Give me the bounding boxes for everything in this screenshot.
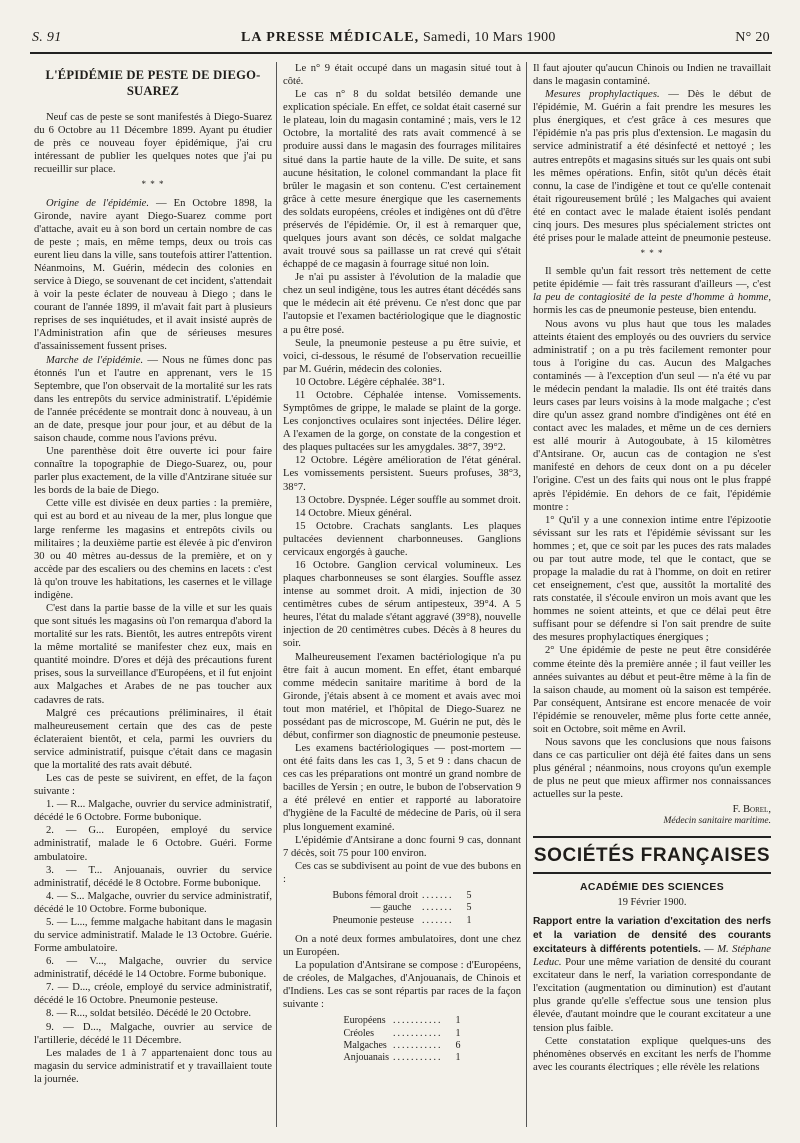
report-title: Rapport entre la variation d'excitation des nerfs et la variation de densité des courants excitateurs à différents potentiels.: [533, 916, 771, 955]
list-item: 4. — S... Malgache, ouvrier du service administratif, décédé le 10 Octobre. Forme bubonique.: [34, 890, 272, 915]
dot-leader: ...........: [393, 1040, 443, 1052]
paragraph: [34, 354, 272, 446]
paragraph: Cette ville est divisée en deux parties : la première, qui est au bord et au niveau de la mer, plus longue que large renferme les magasins et entrepôts civils ou militaires ; la deuxième partie est élevée à pic d'environ 30 ou 40 mètres au-dessus de la première, et on y accède par des escaliers ou des chemins en lacets : c'est là qu'on trouve les habitations, les casernes et le village indigène.: [34, 498, 272, 601]
paragraph: Ces cas se subdivisent au point de vue des bubons en :: [283, 860, 521, 885]
academy-heading: ACADÉMIE DES SCIENCES: [579, 881, 725, 893]
observation-day: 16 Octobre. Ganglion cervical volumineux. Les plaques charbonneuses se sont élargies. Souffle assez intense au sommet droit. A midi, injection de 30 centimètres cubes de sérum antipesteux, 39°4. A 5 heures, l'état du malade s'étant aggravé (39°8), nouvelle injection de 20 centimètres cubes. Décès à 8 heures du soir.: [283, 559, 521, 650]
paragraph: Les examens bactériologiques — post-mortem — ont été faits dans les cas 1, 3, 5 et 9 : dans chacun de ces cas les préparations ont montré un grand nombre de bacilles de Yersin ; en outre, le bubon de l'observation 9 a été prélevé en entier et rapporté au laboratoire d'hygiène de la Faculté de médecine de Paris, où il sera plus longuement examiné.: [283, 743, 521, 833]
section-lead: Origine de l'épidémie.: [46, 197, 150, 209]
section-stars: * * *: [141, 179, 165, 190]
paragraph: L'épidémie d'Antsirane a donc fourni 9 cas, donnant 7 décès, soit 75 pour 100 environ.: [283, 834, 521, 859]
paragraph: [533, 88, 771, 245]
observation-day: 10 Octobre. Légère céphalée. 38°1.: [295, 376, 445, 388]
journal-masthead: [241, 30, 556, 46]
observation-day: 15 Octobre. Crachats sanglants. Les plaques pultacées deviennent charbonneuses. Ganglions cervicaux engorgés à gauche.: [283, 520, 521, 558]
race-table: [341, 1015, 462, 1064]
list-item: 9. — D..., Malgache, ouvrier au service de l'artillerie, décédé le 11 Décembre.: [34, 1021, 272, 1046]
table-cell: Bubons fémoral droit: [332, 889, 419, 901]
case-list: [34, 798, 272, 1046]
table-row: [341, 1015, 462, 1027]
journal-title: LA PRESSE MÉDICALE,: [241, 30, 420, 45]
table-cell: 5: [466, 902, 472, 914]
report-paragraph: [533, 915, 771, 1034]
table-row: [341, 1028, 462, 1040]
emphasis: la peu de contagiosité de la peste d'homme à homme: [533, 292, 769, 304]
table-cell: Pneumonie pesteuse: [332, 914, 414, 926]
paragraph: Les malades de 1 à 7 appartenaient donc tous au magasin du service administratif et y travaillaient toute la journée.: [34, 1047, 272, 1085]
column-1: [34, 62, 272, 1132]
paragraph: Malgré ces précautions préliminaires, il était malheureusement certain que des cas de peste éclateraient bientôt, et cela, parmi les ouvriers du service administratif, puisque c'était dans ce magasin que la mortalité des rats avait débuté.: [34, 707, 272, 771]
list-item: 5. — L..., femme malgache habitant dans le magasin du service administratif. Malade le 13 Octobre. Guérie. Forme ambulatoire.: [34, 916, 272, 955]
paragraph: 1° Qu'il y a une connexion intime entre l'épizootie sévissant sur les rats et l'épidémie sévissant sur les hommes ; et, que ce soit par les puces des rats malades ou par tout autre mode, tel que le contact, que se propage la maladie du rat à l'homme, on doit en retirer cet enseignement, c'est que, aussitôt la mortalité des rats constatée, il s'écoule environ un mois avant que les hommes ne soient atteints, et que ce délai peut être suffisant pour se défendre si l'on sait prendre de suite des mesures prophylactiques énergiques ;: [533, 514, 771, 644]
paragraph: C'est dans la partie basse de la ville et sur les quais que sont situés les magasins où l'on remarqua d'abord la mortalité sur les rats. Bientôt, les autres entrepôts virent la même mortalité se manifester chez eux, mais en quantité moindre. D'ores et déjà des précautions furent prises, sous la surveillance d'Européens, et il fut enjoint aux Malgaches et Arabes de ne pas toucher aux cadavres de rats.: [34, 603, 272, 706]
list-item: 7. — D..., créole, employé du service administratif, décédé le 16 Octobre. Pneumonie pesteuse.: [34, 982, 272, 1007]
report-author: — M. Stéphane Leduc.: [533, 943, 771, 969]
table-row: [341, 1040, 462, 1052]
dot-leader: ...........: [393, 1052, 443, 1064]
paragraph: On a noté deux formes ambulatoires, dont une chez un Européen.: [283, 933, 521, 959]
table-cell: 1: [466, 914, 472, 926]
paragraph: La population d'Antsirane se compose : d'Européens, de créoles, de Malgaches, d'Anjouanais, de Chinois et d'Indiens. Les cas se sont répartis par races de la façon suivante :: [283, 960, 521, 1011]
table-cell: — gauche: [370, 902, 412, 914]
column-2: [283, 62, 521, 1112]
dot-leader: .......: [422, 914, 454, 926]
paragraph: Je n'ai pu assister à l'évolution de la maladie que chez un seul indigène, tous les autres étant décédés sans que le médecin ait été prévenu. Ce n'est donc que par l'autopsie et l'examen bactériologique que le diagnostic a pu être posé.: [283, 272, 521, 336]
table-cell: 1: [455, 1052, 461, 1064]
list-item: 3. — T... Anjouanais, ouvrier du service administratif, décédé le 8 Octobre. Forme bubonique.: [34, 864, 272, 889]
section-stars: * * *: [640, 248, 664, 259]
bubo-table: [330, 890, 473, 927]
dot-leader: ...........: [393, 1027, 443, 1039]
section-heading-societies: SOCIÉTÉS FRANÇAISES: [533, 836, 771, 873]
table-row: [330, 890, 473, 902]
table-row: [330, 902, 473, 914]
paragraph: Il faut ajouter qu'aucun Chinois ou Indien ne travaillait dans le magasin contaminé.: [533, 63, 771, 88]
dot-leader: .......: [422, 902, 454, 914]
paragraph-text: — Nous ne fûmes donc pas étonnés l'un et l'autre en apprenant, vers le 15 Septembre, que l'on observait de la mortalité sur les rats dans les entrepôts du service administratif. L'épidémie de l'année précédente se montrait donc à nouveau, à un an de date, presque jour pour jour, et au début de la saison chaude, comme nous l'avions prévu.: [34, 354, 272, 444]
observation-day: 12 Octobre. Légère amélioration de l'état général. Les vomissements persistent. Sueurs profuses, 38°3, 38°7.: [283, 455, 521, 493]
column-3: [533, 62, 771, 1132]
table-cell: 6: [455, 1040, 461, 1052]
paragraph: Cette constatation explique quelques-uns des phénomènes observés en excitant les nerfs de l'homme avec les courants électriques ; elle révèle les relations: [533, 1035, 771, 1073]
table-cell: Européens: [343, 1015, 386, 1027]
issue-number: N° 20: [735, 30, 770, 45]
paragraph-text: Pour une même variation de densité du courant excitateur dans le nerf, la variation correspondante de l'excitation (augmentation ou diminution) est d'autant plus grande qu'elle s'effectue sous une tension plus élevée, d'autant moindre que le courant excitateur a une tension plus faible.: [533, 957, 771, 1034]
column-separator: [276, 62, 277, 1127]
table-cell: 1: [455, 1015, 461, 1027]
paragraph-text: , hormis les cas de pneumonie pesteuse, bien entendu.: [533, 292, 771, 317]
list-item: 1. — R... Malgache, ouvrier du service administratif, décédé le 6 Octobre. Forme bubonique.: [34, 799, 272, 824]
dot-leader: .......: [422, 889, 454, 901]
table-cell: 1: [455, 1027, 461, 1039]
table-row: [341, 1052, 462, 1064]
page-number: S. 91: [32, 30, 62, 45]
table-cell: 5: [466, 889, 472, 901]
session-date: 19 Février 1900.: [617, 896, 687, 908]
paragraph: [533, 265, 771, 317]
paragraph: Seule, la pneumonie pesteuse a pu être suivie, et voici, ci-dessous, le résumé de l'observation recueillie par M. Guérin, médecin des colonies.: [283, 337, 521, 375]
page-header: [32, 30, 770, 52]
article-title: L'ÉPIDÉMIE DE PESTE DE DIEGO-SUAREZ: [45, 68, 261, 98]
paragraph: Une parenthèse doit être ouverte ici pour faire connaître la topographie de Diego-Suarez, ou, pour parler plus exactement, de la ville d'Antzirane située sur les bords de la baie de Diego.: [34, 446, 272, 497]
header-rule: [30, 52, 772, 54]
list-item: 2. — G... Européen, employé du service administratif, malade le 6 Octobre. Guéri. Forme ambulatoire.: [34, 825, 272, 863]
issue-date: Samedi, 10 Mars 1900: [422, 30, 556, 45]
table-row: [330, 915, 473, 927]
paragraph: [34, 197, 272, 354]
table-cell: Créoles: [343, 1027, 375, 1039]
list-item: 6. — V..., Malgache, ouvrier du service administratif, décédé le 14 Octobre. Forme bubonique.: [34, 956, 272, 981]
paragraph: Le n° 9 était occupé dans un magasin situé tout à côté.: [283, 63, 521, 88]
paragraph: Neuf cas de peste se sont manifestés à Diego-Suarez du 6 Octobre au 11 Décembre 1899. Ayant pu étudier de près ce nouveau foyer épidémique, j'ai cru intéressant de publier les quelques notes que j'ai pu recueillir sur place.: [34, 112, 272, 176]
paragraph: Les cas de peste se suivirent, en effet, de la façon suivante :: [34, 773, 272, 798]
paragraph-text: — En Octobre 1898, la Gironde, navire ayant Diego-Suarez comme port d'attache, avait eu à son bord un certain nombre de cas de peste ; mais, en même temps, deux ou trois cas eurent lieu dans la ville, sans toutefois attirer l'attention. Néanmoins, M. Guérin, médecin des colonies en service à Diego, se souvenant de cet incident, s'attendait à voir la peste éclater de nouveau à Diego ; dans le courant de l'année 1899, il m'avait fait part à plusieurs reprises de ses inquiétudes, et il avait insisté auprès de l'Administration afin que de sérieuses mesures d'assainissement fussent prises.: [34, 197, 272, 353]
dot-leader: ...........: [393, 1015, 443, 1027]
author-title: Médecin sanitaire maritime.: [663, 816, 771, 827]
paragraph-text: — Dès le début de l'épidémie, M. Guérin a fait prendre les mesures les plus énergiques, et c'est grâce à ces mesures que l'épidémie n'a pas pris plus d'extension. Le magasin du service administratif a été désinfecté et nettoyé ; les autres entrepôts et magasins situés sur les quais ont subi les mêmes opérations. Enfin, sitôt qu'un décès était connu, la case de l'indigène et tout ce qu'elle contenait était rigoureusement brûlé ; les Malgaches qui avaient été en contact avec le malade étaient isolés pendant cinq jours. Des mesures plus spécialement strictes ont été prises pour le malade atteint de pneumonie pesteuse.: [533, 89, 771, 245]
table-cell: Anjouanais: [343, 1052, 390, 1064]
column-separator: [526, 62, 527, 1127]
observation-day: 13 Octobre. Dyspnée. Léger souffle au sommet droit.: [295, 494, 521, 506]
observation-day: 11 Octobre. Céphalée intense. Vomissements. Symptômes de grippe, le malade se plaint de la gorge. Les conjonctives oculaires sont injectées. Délire léger. A l'examen de la gorge, on constate de la congestion et des plaques pultacées sur les amygdales. 38°7, 39°2.: [283, 389, 521, 454]
section-lead: Marche de l'épidémie.: [46, 354, 144, 366]
paragraph: Nous savons que les conclusions que nous faisons dans ce cas particulier ont déjà été faites dans un sens plus général ; néanmoins, nous croyons qu'un exemple de plus ne peut que mieux affirmer nos connaissances actuelles sur la peste.: [533, 737, 771, 801]
paragraph-text: Il semble qu'un fait ressort très nettement de cette petite épidémie — fait très rassurant d'ailleurs —, c'est: [533, 266, 771, 291]
paragraph: Le cas n° 8 du soldat betsiléo demande une explication spéciale. En effet, ce soldat était caserné sur le plateau, loin du magasin contaminé ; mais, vers le 12 Octobre, la mortalité des rats avait commencé à se produire aussi dans le magasin des fourrages militaires situé dans la partie haute de la ville. De suite, et sans aucune hésitation, le colonel commandant la place fit brûler le magasin et son contenu. C'est certainement grâce à cette mesure énergique que les casernements des soldats européens, créoles et indigènes ont dû d'être préservés de l'épidémie. Or, il est à remarquer que, quelques jours avant son décès, ce soldat malgache avait trouvé sous sa paillasse un rat crevé qui s'était échappé de ce magasin à fourrage situé non loin.: [283, 89, 521, 271]
list-item: 8. — R..., soldat betsiléo. Décédé le 20 Octobre.: [46, 1008, 252, 1020]
author-signature: F. Borel,: [732, 804, 771, 816]
observation-day: 14 Octobre. Mieux général.: [295, 507, 412, 519]
table-cell: Malgaches: [343, 1040, 387, 1052]
section-lead: Mesures prophylactiques.: [545, 89, 660, 101]
paragraph: 2° Une épidémie de peste ne peut être considérée comme éteinte dès la première année ; il faut veiller les années suivantes au début et peut-être même à la fin de la saison chaude, au moment où la saison est tempérée. Par conséquent, Antsirane est encore menacée de voir l'épidémie se renouveler, même plus forte cette année, soit en Octobre, soit même en Avril.: [533, 645, 771, 735]
paragraph: Nous avons vu plus haut que tous les malades atteints étaient des employés ou des ouvriers du service administratif ; on a pu très facilement remonter pour tous à l'origine du cas. Aucun des Malgaches contaminés — à l'exception d'un seul — n'a été vu par le médecin pendant la maladie. Ils ont été traités dans leurs cases par leurs voisins à la mode malgache ; c'est dire qu'un assez grand nombre d'indigènes ont été en contact avec les malades, et même un de ces derniers est allé mourir à Autogoubate, à 15 kilomètres d'Antsirane. Or, aucun cas de contagion ne s'est manifesté en dehors de ceux dont on a pu déceler l'origine. C'est un des faits qui nous ont le plus frappé après l'épidémie. En dehors de ce fait, l'épidémie montre :: [533, 318, 771, 513]
paragraph: Malheureusement l'examen bactériologique n'a pu être fait à aucun moment. En effet, étant embarqué comme médecin sanitaire maritime à bord de la Gironde, j'étais absent à ce moment et avais avec moi tout mon matériel, et l'hôpital de Diego-Suarez ne possédant pas de microscope, M. Guérin ne put, dès le début, confirmer son diagnostic de pneumonie pesteuse.: [283, 651, 521, 741]
